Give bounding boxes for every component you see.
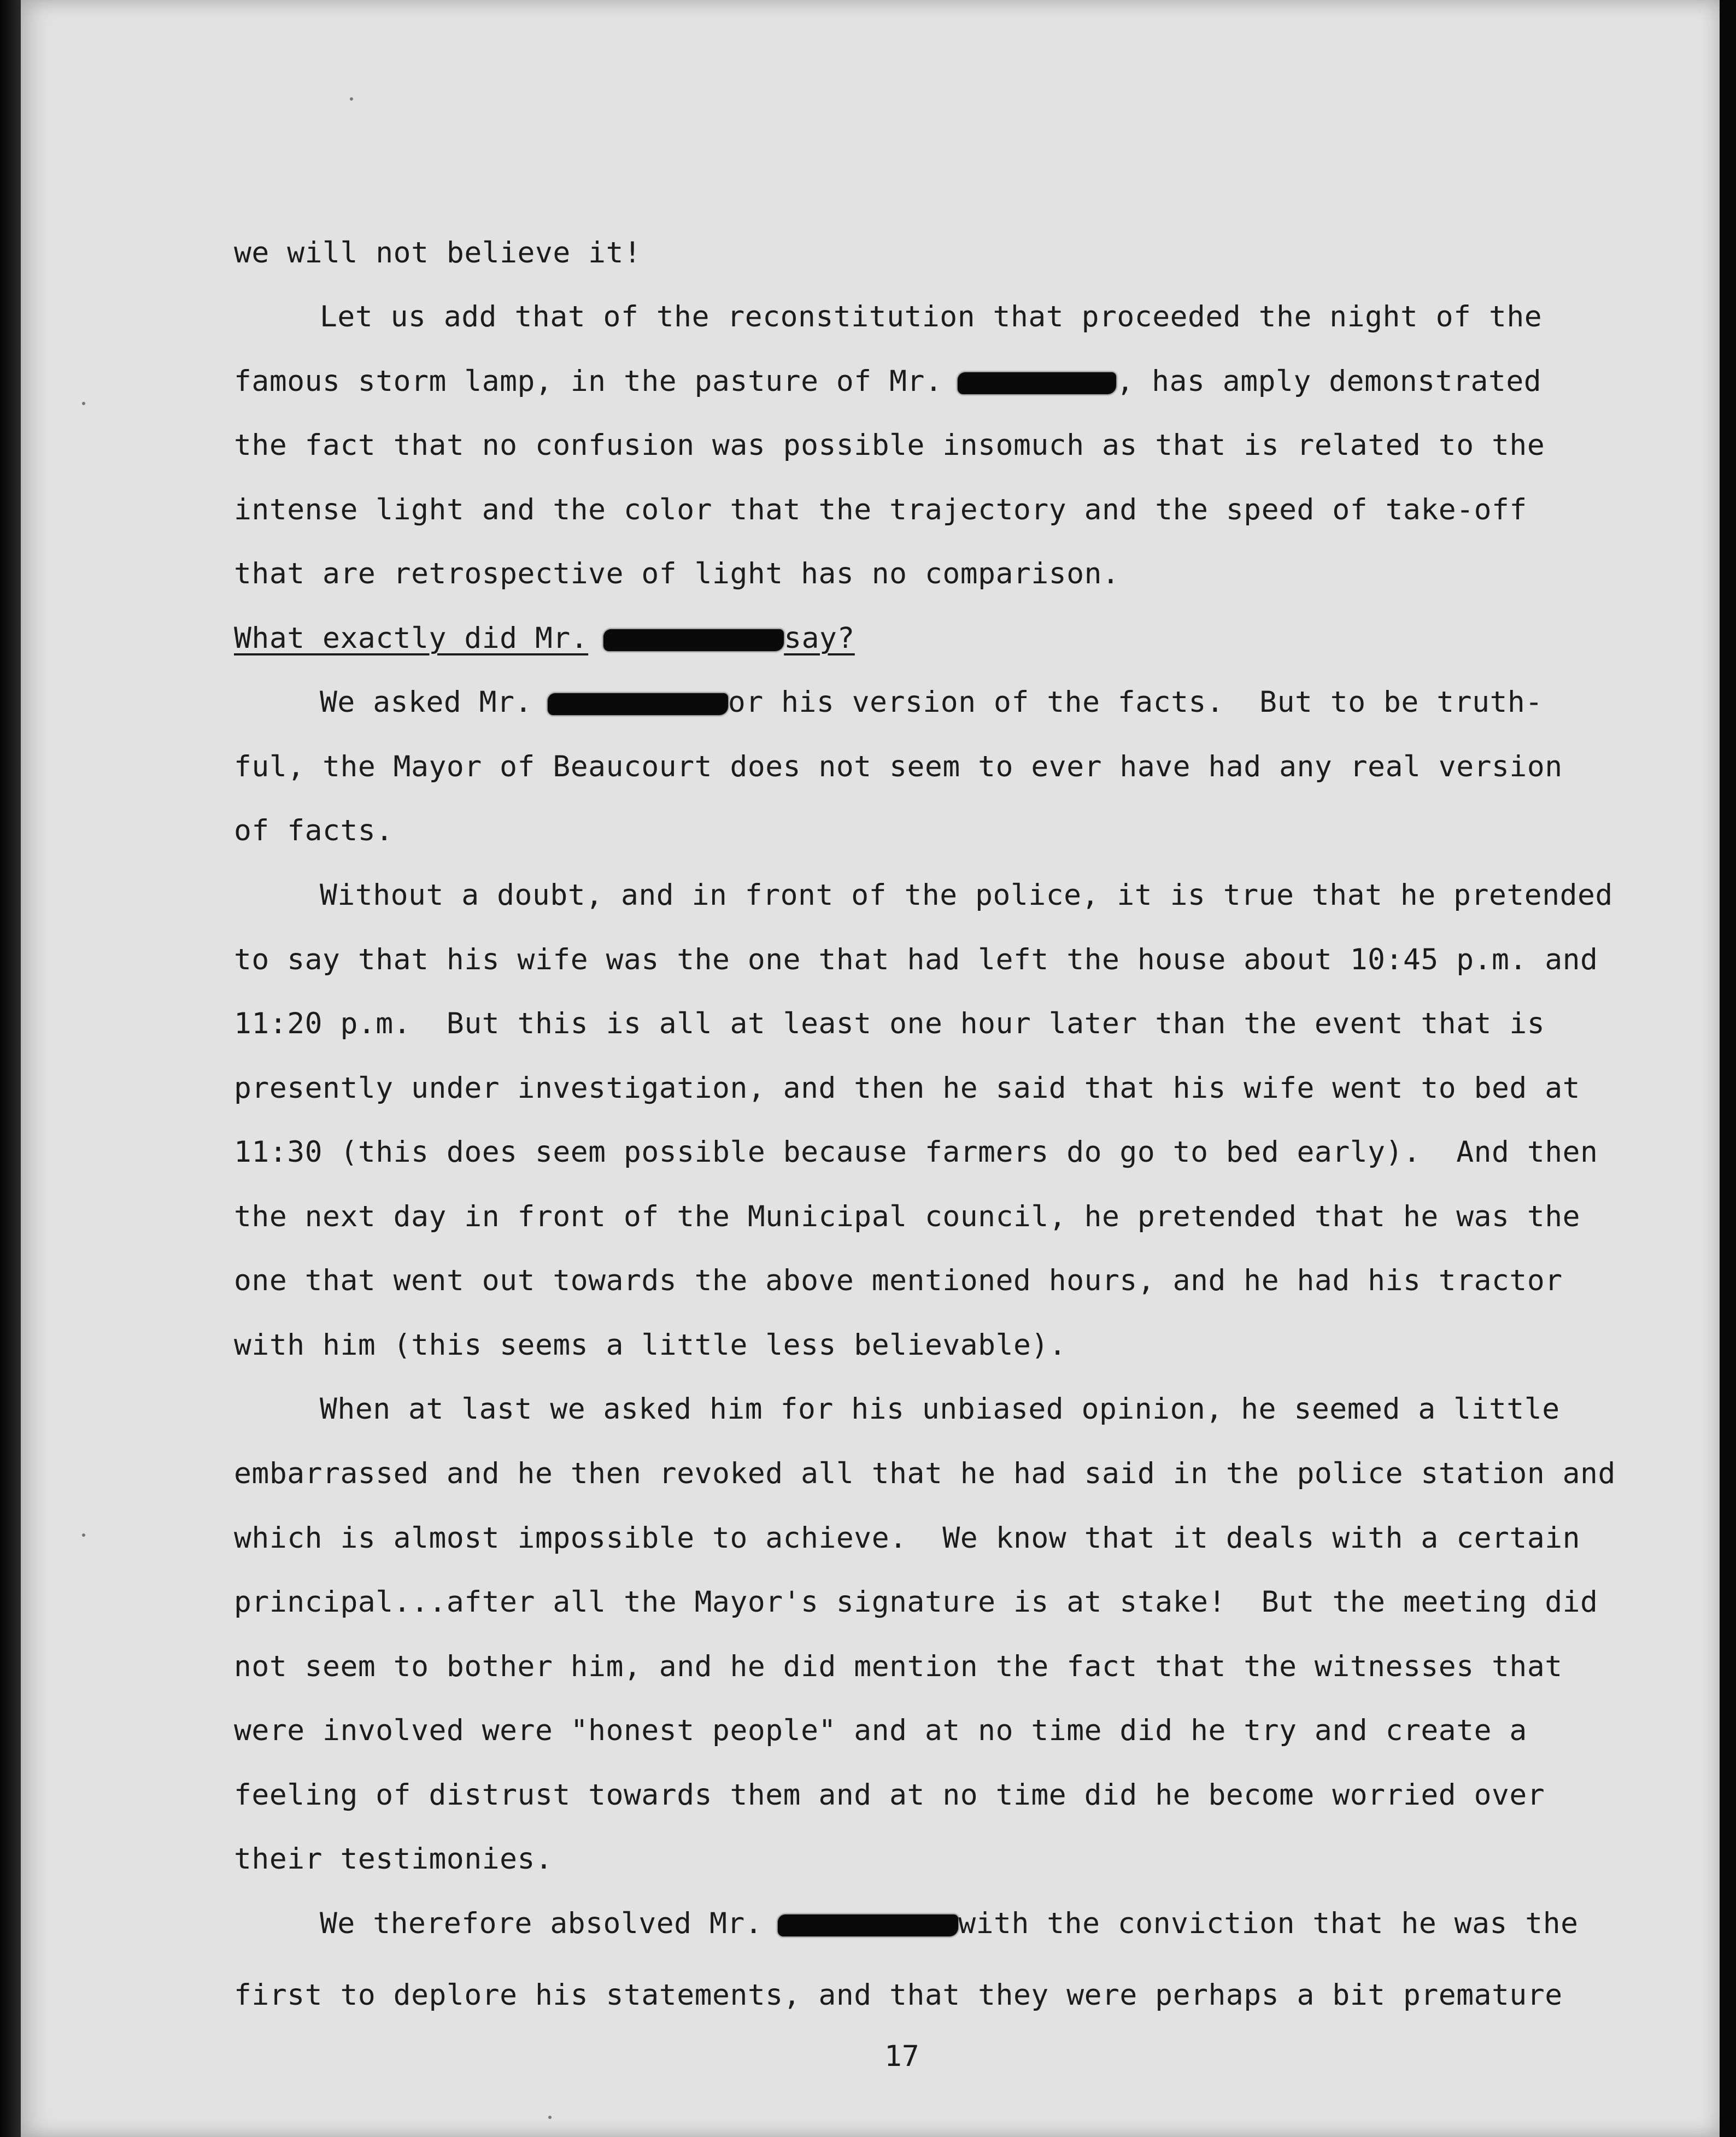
text-line: not seem to bother him, and he did mention the fact that the witnesses that xyxy=(234,1650,1563,1683)
redaction-mark xyxy=(958,372,1116,394)
text-segment: We asked Mr. xyxy=(320,686,532,719)
text-line: ful, the Mayor of Beaucourt does not seem to ever have had any real version xyxy=(234,750,1563,783)
text-line: embarrassed and he then revoked all that he had said in the police station and xyxy=(234,1457,1616,1490)
text-line: to say that his wife was the one that had left the house about 10:45 p.m. and xyxy=(234,943,1598,976)
text-line: were involved were "honest people" and at no time did he try and create a xyxy=(234,1714,1527,1747)
text-segment: famous storm lamp, in the pasture of Mr. xyxy=(234,365,943,398)
scan-right-edge xyxy=(1720,0,1736,2137)
text-line: Let us add that of the reconstitution that proceeded the night of the xyxy=(320,300,1543,333)
text-segment: , has amply demonstrated xyxy=(1116,365,1542,398)
text-line: one that went out towards the above mentioned hours, and he had his tractor xyxy=(234,1264,1563,1297)
section-heading xyxy=(234,617,855,660)
text-segment: We therefore absolved Mr. xyxy=(320,1907,763,1940)
text-line: their testimonies. xyxy=(234,1842,553,1876)
text-line xyxy=(320,681,1543,724)
text-line: Without a doubt, and in front of the police, it is true that he pretended xyxy=(320,879,1613,912)
heading-segment: say? xyxy=(784,622,855,655)
text-line: we will not believe it! xyxy=(234,236,642,270)
text-line: When at last we asked him for his unbiased opinion, he seemed a little xyxy=(320,1392,1560,1426)
text-segment: with the conviction that he was the xyxy=(958,1907,1579,1940)
text-line: which is almost impossible to achieve. We know that it deals with a certain xyxy=(234,1521,1581,1555)
redaction-mark xyxy=(603,629,784,651)
text-line: presently under investigation, and then he said that his wife went to bed at xyxy=(234,1072,1581,1105)
text-line xyxy=(234,360,1541,403)
scan-speck xyxy=(82,1533,85,1537)
text-line: feeling of distrust towards them and at no time did he become worried over xyxy=(234,1778,1545,1812)
text-segment: or his version of the facts. But to be truth- xyxy=(728,686,1543,719)
heading-segment: What exactly did Mr. xyxy=(234,622,589,655)
scan-speck xyxy=(350,97,353,101)
scan-speck xyxy=(548,2116,552,2119)
redaction-mark xyxy=(778,1914,958,1936)
text-line: intense light and the color that the trajectory and the speed of take-off xyxy=(234,493,1527,526)
scan-speck xyxy=(82,402,85,405)
text-line: 11:30 (this does seem possible because farmers do go to bed early). And then xyxy=(234,1135,1598,1169)
text-line: with him (this seems a little less believable). xyxy=(234,1328,1067,1362)
text-line: first to deplore his statements, and that they were perhaps a bit premature xyxy=(234,1978,1563,2012)
text-line: of facts. xyxy=(234,814,394,847)
redaction-mark xyxy=(548,693,728,715)
text-line: that are retrospective of light has no comparison. xyxy=(234,557,1120,590)
text-line: the next day in front of the Municipal council, he pretended that he was the xyxy=(234,1200,1581,1233)
text-line xyxy=(320,1902,1579,1946)
text-line: the fact that no confusion was possible insomuch as that is related to the xyxy=(234,429,1545,462)
page-number: 17 xyxy=(884,2040,919,2073)
text-line: 11:20 p.m. But this is all at least one hour later than the event that is xyxy=(234,1007,1545,1040)
text-line: principal...after all the Mayor's signature is at stake! But the meeting did xyxy=(234,1585,1598,1619)
scan-left-edge xyxy=(0,0,21,2137)
